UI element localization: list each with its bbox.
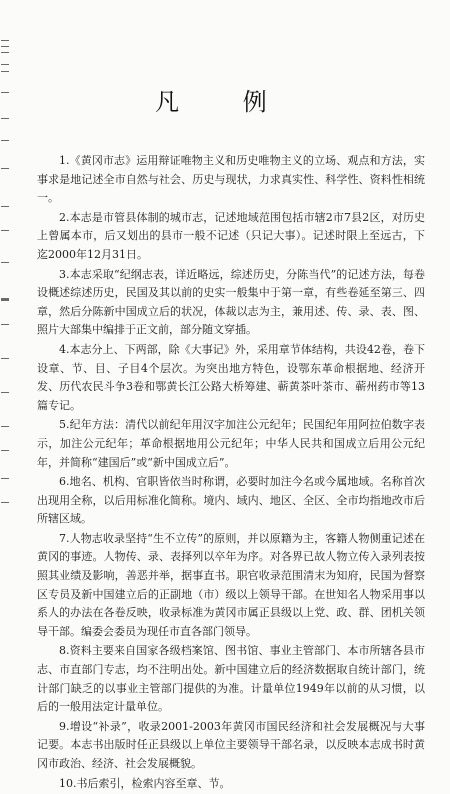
guideline-item: 7.人物志收录坚持“生不立传”的原则，并以原籍为主，客籍人物侧重记述在黄冈的事迹。人物传、录、表择列以卒年为序。对各界已故人物立传入录列表按照其业绩及影响，善恶并举，据事直书。职官收录范围清末为知府，民国为督察区专员及新中国建立后的正副地（市）级以上领导干部。在世知名人物采用事以系人的办法在各卷反映，收录标准为黄冈市属正县级以上党、政、群、团机关领导干部。编委会委员为现任市直各部门领导。 — [37, 531, 425, 638]
guideline-item: 5.纪年方法：清代以前纪年用汉字加注公元纪年；民国纪年用阿拉伯数字表示，加注公元纪年；革命根据地用公元纪年；中华人民共和国成立后用公元纪年，并简称“建国后”或“新中国成立后”。 — [37, 418, 425, 469]
guideline-item: 8.资料主要来自国家各级档案馆、图书馆、事业主管部门、本市所辖各县市志、市直部门专志，均不注明出处。新中国建立后的经济数据取自统计部门，统计部门缺乏的以事业主管部门提供的为准。计量单位1949年以前的从习惯，以后的一般用法定计量单位。 — [37, 644, 425, 714]
guideline-item: 9.增设“补录”，收录2001-2003年黄冈市国民经济和社会发展概况与大事记要。本志书出版时任正县级以上单位主要领导干部名录，以反映本志成书时黄冈市政治、经济、社会发展概貌。 — [37, 719, 425, 770]
page-title: 凡 例 — [155, 88, 295, 116]
guideline-item: 4.本志分上、下两部，除《大事记》外，采用章节体结构，共设42卷，卷下设章、节、目、子目4个层次。为突出地方特色，设鄂东革命根据地、经济开发、历代农民斗争3卷和鄂黄长江公路大桥筹建、蕲黄茶叶茶市、蕲州药市等13篇专记。 — [37, 342, 425, 412]
guideline-item: 10.书后索引，检索内容至章、节。 — [59, 776, 231, 790]
guideline-item: 3.本志采取“纪纲志表，详近略远，综述历史，分陈当代”的记述方法，每卷设概述综述历史，民国及其以前的史实一般集中于第一章，有些卷延至第三、四章，然后分陈新中国成立后的状况，体裁以志为主，兼用述、传、录、表、图、照片大部集中编排于正文前，部分随文穿插。 — [37, 267, 425, 337]
guideline-item: 1.《黄冈市志》运用辩证唯物主义和历史唯物主义的立场、观点和方法，实事求是地记述全市自然与社会、历史与现状，力求真实性、科学性、资料性相统一。 — [37, 154, 425, 205]
guidelines-list — [37, 152, 425, 794]
guideline-item: 6.地名、机构、官职皆依当时称谓，必要时加注今名或今属地域。名称首次出现用全称，以后用标准化简称。境内、域内、地区、全区、全市均指地改市后所辖区域。 — [37, 475, 425, 526]
guideline-item: 2.本志是市管县体制的城市志，记述地域范围包括市辖2市7县2区，对历史上曾属本市，后又划出的县市一般不记述（只记大事）。记述时限上至远古，下迄2000年12月31日。 — [37, 210, 425, 261]
